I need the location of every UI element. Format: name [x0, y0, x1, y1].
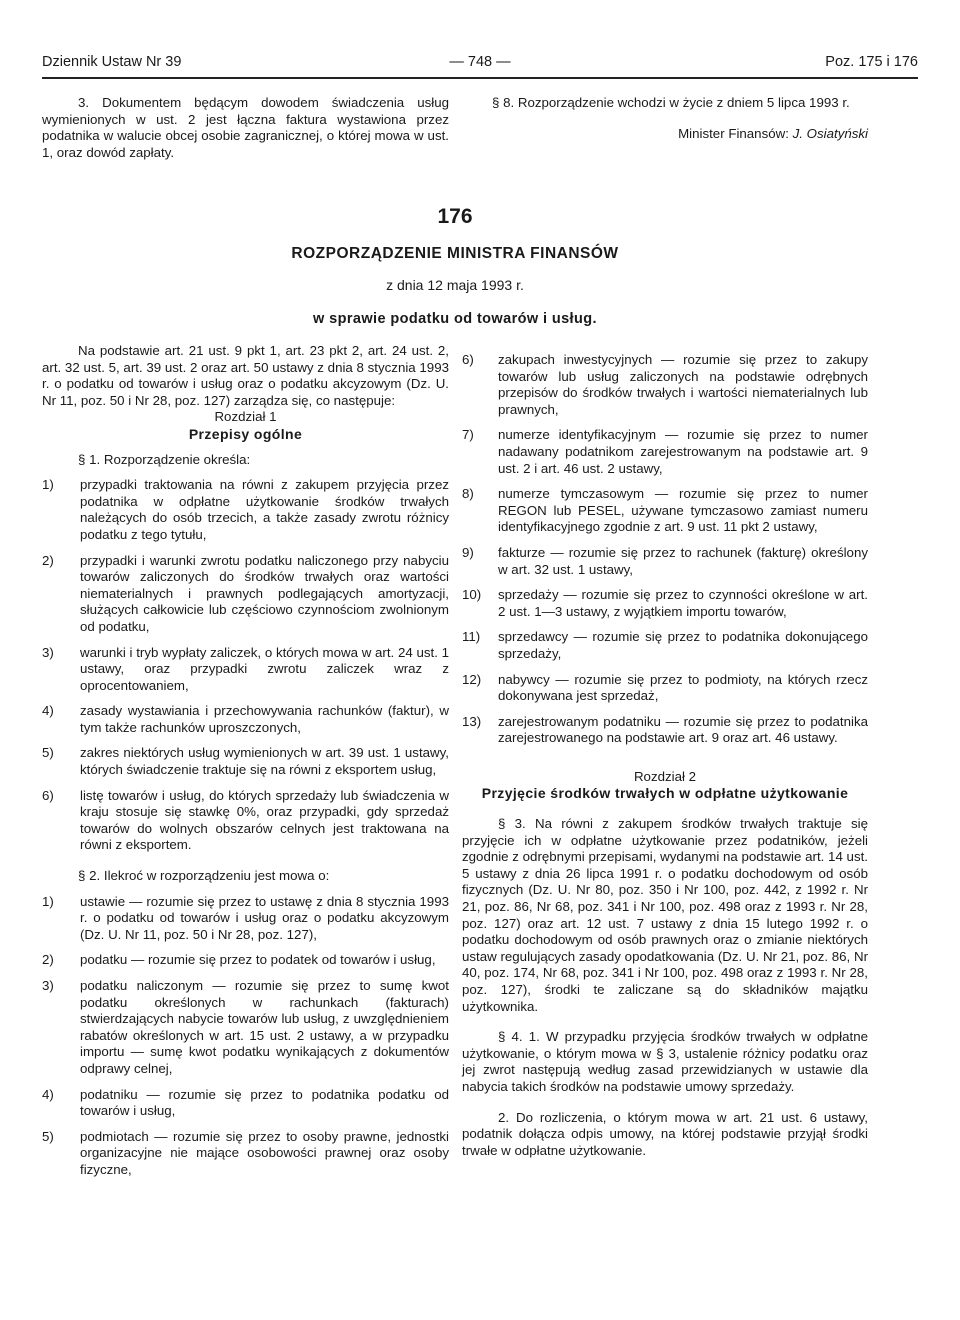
- list-item-text: podatku — rozumie się przez to podatek od towarów i usług,: [80, 952, 436, 968]
- list-item-text: podatniku — rozumie się przez to podatnika podatku od towarów i usług,: [80, 1086, 449, 1119]
- list-item-number: 6): [462, 352, 474, 367]
- list-item-text: listę towarów i usług, do których sprzedaży lub świadczenia w kraju stosuje się stawkę 0%, oraz przypadki, gdy sprzedaż towarów do wolnych obszarów celnych jest traktowana na równi z eksportem.: [80, 787, 449, 853]
- previous-act-paragraph-8: § 8. Rozporządzenie wchodzi w życie z dniem 5 lipca 1993 r.: [492, 95, 850, 110]
- position-numbers: Poz. 175 i 176: [825, 54, 918, 70]
- list-item-number: 4): [42, 703, 54, 719]
- header-rule: [42, 77, 918, 79]
- list-item: [462, 629, 868, 662]
- paragraph-4-section-2: 2. Do rozliczenia, o którym mowa w art. 21 ust. 6 ustawy, podatnik dołącza odpis umowy, na której podstawie przyjął środki trwałe w odpłatne użytkowanie.: [462, 1109, 868, 1158]
- list-item-number: 10): [462, 587, 482, 603]
- list-item-number: 13): [462, 713, 482, 729]
- list-item-number: 4): [42, 1086, 54, 1102]
- list-item: [42, 788, 449, 854]
- list-item: [462, 352, 868, 418]
- act-date: z dnia 12 maja 1993 r.: [386, 277, 524, 293]
- chapter-1-label: Rozdział 1: [214, 409, 277, 425]
- list-item: [42, 1129, 449, 1179]
- list-item: [462, 672, 868, 705]
- list-item-text: przypadki traktowania na równi z zakupem przyjęcia przez podatnika w odpłatne użytkowanie środków trwałych należących do osób trzecich, a także zasady zwrotu różnicy podatku z tego tytułu,: [80, 477, 449, 542]
- paragraph-1-items: [42, 477, 449, 854]
- list-item: [462, 587, 868, 620]
- list-item: [462, 486, 868, 536]
- list-item-text: sprzedaży — rozumie się przez to czynności określone w art. 2 ust. 1—3 ustawy, z wyjątkiem importu towarów,: [498, 587, 868, 619]
- list-item-number: 12): [462, 671, 482, 687]
- list-item: [42, 894, 449, 944]
- list-item-number: 1): [42, 477, 54, 493]
- list-item-number: 8): [462, 486, 474, 502]
- list-item: [462, 714, 868, 747]
- list-item-number: 7): [462, 427, 474, 443]
- act-title: ROZPORZĄDZENIE MINISTRA FINANSÓW: [291, 245, 619, 262]
- page-number: — 748 —: [449, 54, 511, 70]
- list-item-text: podmiotach — rozumie się przez to osoby prawne, jednostki organizacyjne nie mające osobowości prawnej oraz osoby fizyczne,: [80, 1128, 449, 1177]
- list-item-number: 11): [462, 629, 481, 645]
- list-item: [42, 553, 449, 636]
- list-item-number: 2): [42, 552, 54, 568]
- minister-signature: Minister Finansów: J. Osiatyński: [678, 125, 868, 141]
- list-item-number: 1): [42, 893, 54, 909]
- list-item: [42, 703, 449, 736]
- list-item-number: 2): [42, 952, 54, 968]
- list-item-number: 3): [42, 644, 54, 660]
- list-item: [42, 978, 449, 1078]
- list-item-text: nabywcy — rozumie się przez to podmioty, na których rzecz dokonywana jest sprzedaż,: [498, 671, 868, 704]
- list-item-number: 3): [42, 978, 54, 993]
- list-item: [42, 645, 449, 695]
- chapter-2-title: Przyjęcie środków trwałych w odpłatne użytkowanie: [481, 785, 849, 802]
- list-item-text: podatku naliczonym — rozumie się przez to sumę kwot podatku określonych w rachunkach (fakturach) stwierdzających nabycie towarów lub usług, z uwzględnieniem rabatów określonych w art. 15 ust. 2 ustawy, a w przypadku importu — sumę kwot podatku wynikających z dokumentów odprawy celnej,: [80, 978, 449, 1076]
- right-column: [462, 343, 868, 1159]
- list-item: [462, 545, 868, 578]
- previous-act-end-right: [462, 95, 868, 142]
- list-item: [42, 952, 449, 969]
- left-column: [42, 343, 449, 1179]
- list-item-text: sprzedawcy — rozumie się przez to podatnika dokonującego sprzedaży,: [498, 629, 868, 661]
- list-item-text: przypadki i warunki zwrotu podatku naliczonego przy nabyciu towarów zaliczonych do środków trwałych oraz wartości niematerialnych i prawnych podlegających amortyzacji, służących całkowicie lub częściowo czynnościom zwolnionym od podatku,: [80, 552, 449, 634]
- minister-name: J. Osiatyński: [792, 125, 868, 141]
- list-item-text: fakturze — rozumie się przez to rachunek (fakturę) określony w art. 32 ust. 1 ustawy,: [498, 544, 868, 577]
- paragraph-3: § 3. Na równi z zakupem środków trwałych traktuje się przyjęcie ich w odpłatne użytkowanie przez podatników, jeżeli zgodnie z odrębnymi przepisami, wydanymi na podstawie art. 14 ust. 5 ustawy z dnia 26 lipca 1991 r. o podatku dochodowym od osób fizycznych (Dz. U. Nr 80, poz. 350 i Nr 100, poz. 442, z 1992 r. Nr 21, poz. 86, Nr 68, poz. 341 i Nr 100, poz. 498 oraz z 1993 r. Nr 28, poz. 127) oraz art. 12 ust. 7 ustawy z dnia 15 lutego 1992 r. o podatku dochodowym od osób prawnych oraz o zmianie niektórych ustaw regulujących zasady opodatkowania (Dz. U. Nr 21, poz. 86, Nr 40, poz. 174, Nr 68, poz. 341 i Nr 100, poz. 498 oraz z 1993 r. Nr 28, poz. 127), środki te zaliczane są do składników majątku użytkownika.: [462, 816, 868, 1014]
- list-item-text: zakupach inwestycyjnych — rozumie się przez to zakupy towarów lub usług zaliczonych na podstawie odrębnych przepisów do środków trwałych i wartości niematerialnych lub prawnych,: [498, 352, 868, 417]
- paragraph-2-items-continued: [462, 352, 868, 747]
- list-item-number: 5): [42, 1128, 54, 1144]
- chapter-2-label: Rozdział 2: [633, 768, 697, 784]
- paragraph-1: § 1. Rozporządzenie określa:: [78, 451, 251, 467]
- list-item: [462, 427, 868, 477]
- page-header: [42, 54, 918, 76]
- list-item-number: 6): [42, 787, 54, 803]
- list-item-text: zasady wystawiania i przechowywania rachunków (faktur), w tym także rachunków uproszczonych,: [80, 703, 449, 735]
- list-item-text: numerze identyfikacyjnym — rozumie się przez to numer nadawany podatnikom zarejestrowanym na podstawie art. 9 ust. 2 i art. 46 ust. 2 ustawy,: [498, 427, 868, 476]
- list-item: [42, 477, 449, 543]
- chapter-1-title: Przepisy ogólne: [188, 425, 303, 442]
- list-item-text: ustawie — rozumie się przez to ustawę z dnia 8 stycznia 1993 r. o podatku od towarów i usług oraz o podatku akcyzowym (Dz. U. Nr 11, poz. 50 i Nr 28, poz. 127),: [80, 893, 449, 942]
- act-number: 176: [437, 205, 473, 228]
- list-item-text: zarejestrowanym podatniku — rozumie się przez to podatnika zarejestrowanego na podstawie art. 9 oraz art. 46 ustawy.: [498, 713, 868, 746]
- list-item: [42, 1087, 449, 1120]
- paragraph-2: § 2. Ilekroć w rozporządzeniu jest mowa o:: [78, 868, 330, 884]
- list-item-text: numerze tymczasowym — rozumie się przez to numer REGON lub PESEL, używane tymczasowo zamiast numeru identyfikacyjnego zgodnie z art. 9 ust. 11 pkt 2 ustawy,: [498, 486, 868, 535]
- list-item-number: 9): [462, 544, 474, 560]
- preamble: Na podstawie art. 21 ust. 9 pkt 1, art. 23 pkt 2, art. 24 ust. 2, art. 32 ust. 5, art. 39 ust. 2 oraz art. 50 ustawy z dnia 8 stycznia 1993 r. o podatku od towarów i usług oraz o podatku akcyzowym (Dz. U. Nr 11, poz. 50 i Nr 28, poz. 127) zarządza się, co następuje:: [42, 343, 449, 408]
- journal-name: Dziennik Ustaw Nr 39: [42, 54, 182, 70]
- list-item-number: 5): [42, 745, 54, 761]
- previous-act-item-3: 3. Dokumentem będącym dowodem świadczenia usług wymienionych w ust. 2 jest łączna faktura wystawiona przez podatnika w walucie obcej osobie zagranicznej, o której mowa w ust. 1, oraz dowód zapłaty.: [42, 95, 449, 160]
- previous-act-end-left: [42, 95, 449, 161]
- list-item: [42, 745, 449, 778]
- act-subject: w sprawie podatku od towarów i usług.: [313, 311, 597, 327]
- list-item-text: warunki i tryb wypłaty zaliczek, o których mowa w art. 24 ust. 1 ustawy, oraz przypadki zwrotu zaliczek wraz z oprocentowaniem,: [80, 644, 449, 693]
- paragraph-2-items: [42, 894, 449, 1179]
- list-item-text: zakres niektórych usług wymienionych w art. 39 ust. 1 ustawy, których świadczenie traktuje się na równi z eksportem usług,: [80, 745, 449, 778]
- paragraph-4-section-1: § 4. 1. W przypadku przyjęcia środków trwałych w odpłatne użytkowanie, o którym mowa w § 3, ustalenie różnicy podatku oraz jej zwrot następują według zasad przewidzianych w ustawie dla nabycia takich środków na podstawie umowy sprzedaży.: [462, 1029, 868, 1094]
